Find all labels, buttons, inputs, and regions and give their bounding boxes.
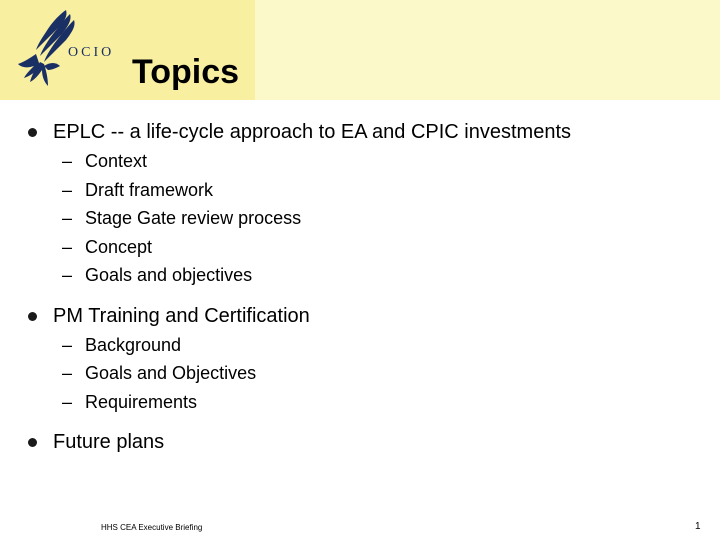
bullet-text: PM Training and Certification [53,305,310,327]
sub-bullet-text: Draft framework [85,180,214,200]
logo-text: OCIO [68,45,115,60]
sub-bullet-text: Context [85,151,148,171]
bullet-text: EPLC -- a life-cycle approach to EA and CPIC investments [53,121,572,143]
sub-bullet-text: Goals and objectives [85,265,253,285]
footer-text: HHS CEA Executive Briefing [101,523,203,532]
dash-icon: – [62,237,73,257]
bullet-dot-icon [28,312,37,321]
slide-title: Topics [132,53,240,91]
dash-icon: – [62,392,73,412]
dash-icon: – [62,363,73,383]
dash-icon: – [62,208,73,228]
dash-icon: – [62,335,73,355]
sub-bullet-text: Stage Gate review process [85,208,302,228]
sub-bullet-text: Background [85,335,182,355]
dash-icon: – [62,265,73,285]
bullet-dot-icon [28,128,37,137]
bullet-dot-icon [28,438,37,447]
sub-bullet-text: Concept [85,237,153,257]
sub-bullet-text: Goals and Objectives [85,363,257,383]
dash-icon: – [62,151,73,171]
bullet-text: Future plans [53,431,165,453]
dash-icon: – [62,180,73,200]
page-number: 1 [695,521,701,532]
sub-bullet-text: Requirements [85,392,198,412]
